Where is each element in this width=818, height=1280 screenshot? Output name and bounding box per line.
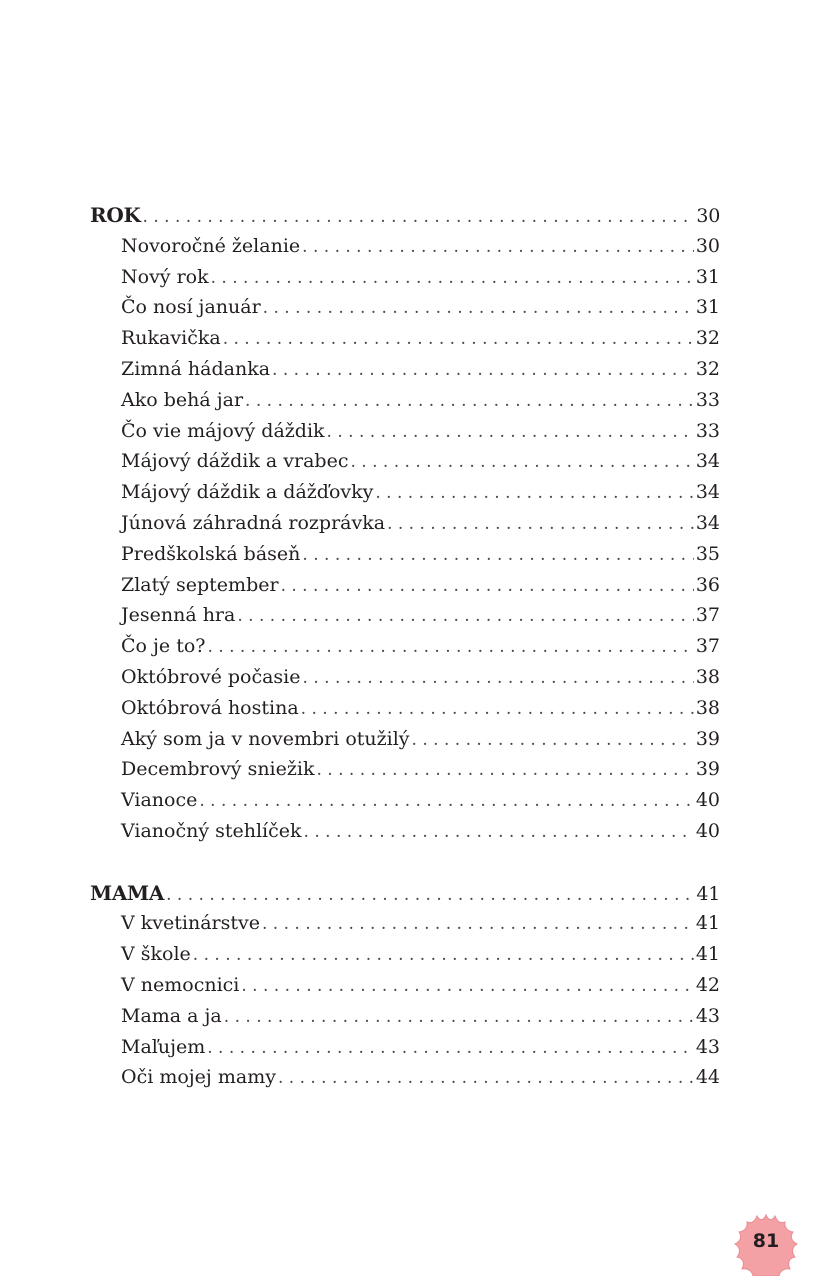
toc-entry[interactable]	[90, 1001, 720, 1032]
toc-entry[interactable]	[90, 908, 720, 939]
entry-page-number: 43	[695, 1004, 720, 1027]
entry-page-number: 39	[695, 727, 720, 750]
entry-page-number: 38	[695, 696, 720, 719]
entry-title: Mama a ja	[121, 1004, 222, 1027]
entry-title: Čo vie májový dáždik	[121, 419, 325, 442]
entry-title: Decembrový sniežik	[121, 758, 315, 781]
entry-title: V škole	[121, 943, 191, 966]
toc-entry[interactable]	[90, 508, 720, 539]
entry-title: V kvetinárstve	[121, 912, 260, 935]
dot-leader	[299, 694, 694, 725]
dot-leader	[222, 1002, 694, 1033]
toc-entry[interactable]	[90, 785, 720, 816]
entry-page-number: 33	[695, 388, 720, 411]
dot-leader	[239, 971, 693, 1002]
entry-page-number: 37	[695, 604, 720, 627]
entry-page-number: 43	[695, 1035, 720, 1058]
table-of-contents	[90, 200, 720, 1093]
dot-leader	[314, 755, 693, 786]
entry-page-number: 33	[695, 419, 720, 442]
entry-title: Vianočný stehlíček	[121, 819, 302, 842]
entry-title: Októbrová hostina	[121, 696, 299, 719]
dot-leader	[301, 663, 694, 694]
entry-title: Novoročné želanie	[121, 234, 301, 257]
entry-page-number: 31	[695, 265, 720, 288]
toc-entry[interactable]	[90, 416, 720, 447]
section-page-number: 30	[696, 205, 720, 227]
entry-title: Aký som ja v novembri otužilý	[121, 727, 410, 750]
toc-entry[interactable]	[90, 570, 720, 601]
entry-page-number: 35	[695, 542, 720, 565]
page-number-badge	[733, 1212, 799, 1276]
entry-title: Vianoce	[121, 789, 198, 812]
entry-page-number: 32	[695, 327, 720, 350]
entry-page-number: 40	[695, 789, 720, 812]
entry-page-number: 31	[695, 296, 720, 319]
entry-title: Rukavička	[121, 327, 221, 350]
toc-entry[interactable]	[90, 539, 720, 570]
entry-title: Májový dáždik a vrabec	[121, 450, 349, 473]
dot-leader	[302, 817, 694, 848]
dot-leader	[260, 909, 694, 940]
toc-entry[interactable]	[90, 600, 720, 631]
toc-entry[interactable]	[90, 292, 720, 323]
entry-title: Júnová záhradná rozprávka	[121, 511, 386, 534]
entry-title: Zlatý september	[121, 573, 279, 596]
toc-entry[interactable]	[90, 1062, 720, 1093]
entry-page-number: 41	[695, 912, 720, 935]
dot-leader	[348, 447, 693, 478]
entry-title: V nemocnici	[121, 973, 240, 996]
toc-entry[interactable]	[90, 354, 720, 385]
entry-title: Čo nosí január	[121, 296, 261, 319]
entry-page-number: 34	[695, 450, 720, 473]
dot-leader	[276, 1063, 694, 1094]
entry-title: Nový rok	[121, 265, 209, 288]
entry-page-number: 42	[695, 973, 720, 996]
toc-entry[interactable]	[90, 816, 720, 847]
toc-entry[interactable]	[90, 446, 720, 477]
toc-section-heading[interactable]	[90, 878, 720, 909]
entry-page-number: 34	[695, 481, 720, 504]
dot-leader	[205, 632, 693, 663]
entry-page-number: 40	[695, 819, 720, 842]
toc-entry[interactable]	[90, 477, 720, 508]
toc-entry[interactable]	[90, 724, 720, 755]
toc-entry[interactable]	[90, 662, 720, 693]
entry-page-number: 39	[695, 758, 720, 781]
entry-page-number: 34	[695, 511, 720, 534]
entry-page-number: 32	[695, 357, 720, 380]
section-page-number: 41	[696, 882, 720, 905]
entry-page-number: 30	[695, 234, 720, 257]
dot-leader	[221, 324, 694, 355]
dot-leader	[197, 786, 693, 817]
entry-page-number: 44	[695, 1066, 720, 1089]
dot-leader	[373, 478, 693, 509]
toc-entry[interactable]	[90, 385, 720, 416]
toc-entry[interactable]	[90, 631, 720, 662]
entry-page-number: 37	[695, 635, 720, 658]
entry-page-number: 36	[695, 573, 720, 596]
entry-title: Májový dáždik a dážďovky	[121, 481, 374, 504]
entry-title: Októbrové počasie	[121, 665, 301, 688]
dot-leader	[300, 232, 694, 263]
dot-leader	[279, 571, 694, 602]
section-title: ROK	[90, 203, 141, 227]
section-title: MAMA	[90, 880, 165, 905]
entry-title: Jesenná hra	[121, 604, 236, 627]
page-number: 81	[752, 1230, 780, 1252]
dot-leader	[164, 880, 694, 911]
entry-title: Ako behá jar	[121, 388, 244, 411]
toc-entry[interactable]	[90, 939, 720, 970]
toc-entry[interactable]	[90, 693, 720, 724]
dot-leader	[243, 386, 694, 417]
dot-leader	[235, 601, 693, 632]
entry-title: Maľujem	[121, 1035, 206, 1058]
entry-title: Predškolská báseň	[121, 542, 301, 565]
dot-leader	[325, 417, 694, 448]
toc-entry[interactable]	[90, 970, 720, 1001]
entry-title: Čo je to?	[121, 635, 206, 658]
section-spacer	[90, 847, 720, 878]
entry-page-number: 41	[695, 943, 720, 966]
dot-leader	[191, 940, 694, 971]
toc-entry[interactable]	[90, 754, 720, 785]
entry-page-number: 38	[695, 665, 720, 688]
entry-title: Oči mojej mamy	[121, 1066, 276, 1089]
dot-leader	[300, 540, 693, 571]
toc-entry[interactable]	[90, 323, 720, 354]
dot-leader	[385, 509, 694, 540]
dot-leader	[205, 1033, 694, 1064]
dot-leader	[261, 293, 694, 324]
entry-title: Zimná hádanka	[121, 357, 271, 380]
toc-entry[interactable]	[90, 262, 720, 293]
dot-leader	[141, 202, 695, 233]
dot-leader	[270, 355, 694, 386]
toc-section-heading[interactable]	[90, 200, 720, 231]
toc-entry[interactable]	[90, 1032, 720, 1063]
dot-leader	[410, 725, 694, 756]
toc-entry[interactable]	[90, 231, 720, 262]
dot-leader	[209, 263, 694, 294]
